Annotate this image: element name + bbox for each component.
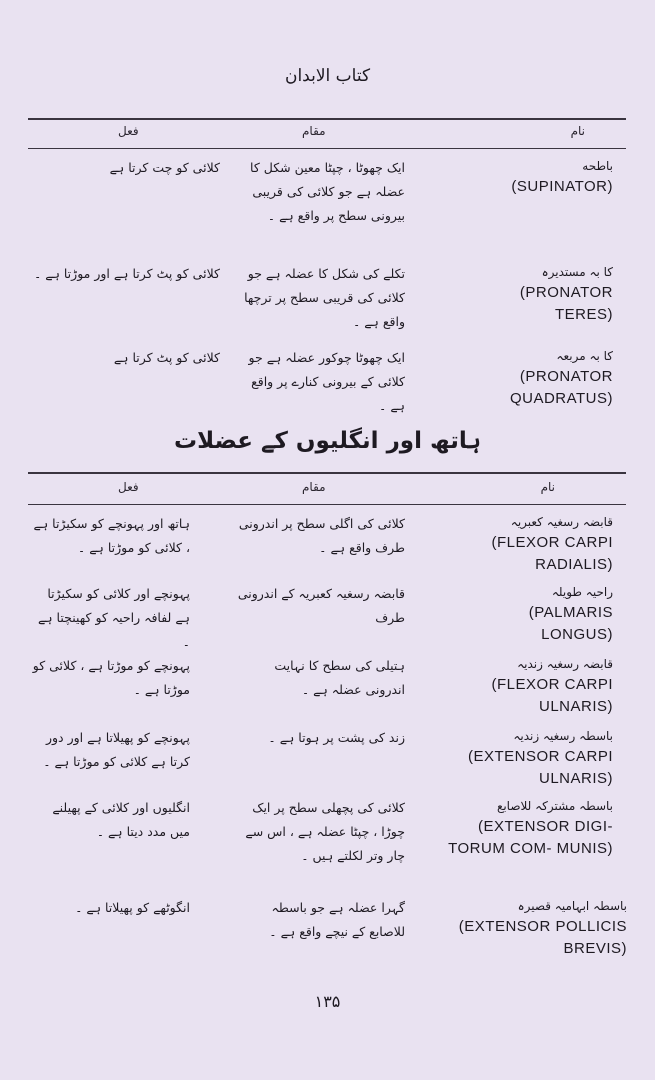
- muscle-name-urdu: باسطہ مشترکہ للاصابع: [496, 799, 613, 813]
- muscle-action: پہونچے اور کلائی کو سکیڑتا ہے لفافہ راحیہ کو کھینچتا ہے ۔: [37, 586, 190, 649]
- muscle-location: گہرا عضلہ ہے جو باسطہ للاصابع کے نیچے واقع ہے ۔: [269, 900, 405, 939]
- muscle-name-english: (PRONATOR TERES): [519, 284, 613, 323]
- muscle-name-urdu: باطحه: [582, 159, 613, 173]
- muscle-location: ایک چھوٹا ، چپٹا معین شکل کا عضلہ ہے جو کلائی کی قریبی بیرونی سطح پر واقع ہے ۔: [250, 160, 405, 223]
- muscle-location: ہتیلی کی سطح کا نہایت اندرونی عضلہ ہے ۔: [274, 658, 405, 697]
- page-number: ۱۳۵: [314, 992, 341, 1011]
- muscle-name-english: (EXTENSOR CARPI ULNARIS): [467, 748, 613, 787]
- muscle-name-urdu: کا بہ مستدیرہ: [541, 265, 613, 279]
- table2-header-action: فعل: [118, 480, 139, 494]
- muscle-location: تکلے کی شکل کا عضلہ ہے جو کلائی کی قریبی سطح پر ترچھا واقع ہے ۔: [244, 266, 405, 329]
- section-heading: ہاتھ اور انگلیوں کے عضلات: [174, 428, 481, 454]
- muscle-name-english: (FLEXOR CARPI RADIALIS): [491, 534, 613, 573]
- muscle-action: انگوٹھے کو پھیلاتا ہے ۔: [75, 900, 190, 915]
- muscle-action: ہاتھ اور پہونچے کو سکیڑتا ہے ، کلائی کو موڑتا ہے ۔: [33, 516, 190, 555]
- table1-header-location: مقام: [302, 124, 326, 138]
- table2-header-rule: [28, 504, 626, 505]
- muscle-action: پہونچے کو پھیلاتا ہے اور دور کرتا ہے کلائی کو موڑتا ہے ۔: [43, 730, 190, 769]
- muscle-name-urdu: راحیہ طویلہ: [551, 585, 613, 599]
- muscle-name-urdu: باسطہ ابہامیہ قصیرہ: [517, 899, 627, 913]
- muscle-name-english: (FLEXOR CARPI ULNARIS): [491, 676, 613, 715]
- muscle-name-urdu: قابضہ رسغیہ کعبریہ: [510, 515, 613, 529]
- muscle-name-english: (PALMARIS LONGUS): [528, 604, 613, 643]
- muscle-action: انگلیوں اور کلائی کے پھیلنے میں مدد دیتا ہے ۔: [52, 800, 190, 839]
- muscle-location: زند کی پشت پر ہوتا ہے ۔: [268, 730, 405, 745]
- table1-header-name: نام: [570, 124, 585, 138]
- muscle-action: کلائی کو چت کرتا ہے: [109, 160, 220, 175]
- table1-top-rule: [28, 118, 626, 120]
- book-title: کتاب الابدان: [284, 66, 371, 86]
- muscle-action: کلائی کو پٹ کرتا ہے اور موڑتا ہے ۔: [33, 266, 220, 281]
- muscle-location: ایک چھوٹا چوکور عضلہ ہے جو کلائی کے بیرونی کنارے پر واقع ہے ۔: [248, 350, 405, 413]
- table2-top-rule: [28, 472, 626, 474]
- muscle-name-urdu: قابضہ رسغیہ زندیہ: [517, 657, 613, 671]
- muscle-action: کلائی کو پٹ کرتا ہے: [113, 350, 220, 365]
- muscle-action: پہونچے کو موڑتا ہے ، کلائی کو موڑتا ہے ۔: [32, 658, 190, 697]
- muscle-location: کلائی کی پچھلی سطح پر ایک چوڑا ، چپٹا عضلہ ہے ، اس سے چار وتر لکلتے ہیں ۔: [245, 800, 405, 863]
- muscle-name-english: (EXTENSOR POLLICIS BREVIS): [458, 918, 627, 957]
- muscle-name-english: (PRONATOR QUADRATUS): [509, 368, 613, 407]
- table1-header-rule: [28, 148, 626, 149]
- muscle-location: قابضہ رسغیہ کعبریہ کے اندرونی طرف: [237, 586, 405, 625]
- muscle-name-english: (SUPINATOR): [511, 178, 613, 195]
- table1-header-action: فعل: [118, 124, 139, 138]
- muscle-name-urdu: باسطہ رسغیہ زندیہ: [513, 729, 613, 743]
- muscle-location: کلائی کی اگلی سطح پر اندرونی طرف واقع ہے ۔: [238, 516, 405, 555]
- table2-header-name: نام: [540, 480, 555, 494]
- muscle-name-english: (EXTENSOR DIGI- TORUM COM- MUNIS): [448, 818, 613, 857]
- table2-header-location: مقام: [302, 480, 326, 494]
- muscle-name-urdu: کا بہ مربعہ: [556, 349, 613, 363]
